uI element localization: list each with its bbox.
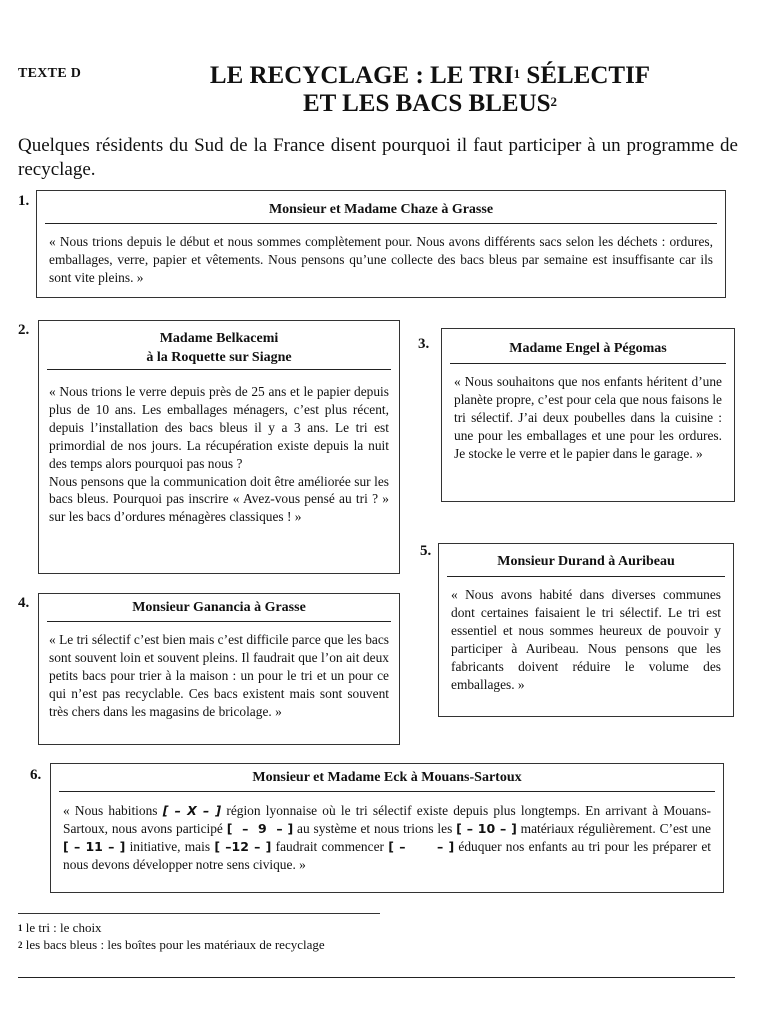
testimony-name: Monsieur Durand à Auribeau: [497, 554, 675, 569]
title-part-2: SÉLECTIF: [520, 62, 651, 89]
title-footnote-mark-1: 1: [513, 66, 521, 81]
text-segment: éduquer nos enfants au tri pour les préparer et nous devons développer notre sens civique. »: [63, 839, 712, 872]
text-segment: région lyonnaise où le tri sélectif existe depuis plus longtemps. En arrivant à Mouans-Sartoux, nous avons participé: [63, 803, 711, 836]
testimony-number-6: 6.: [30, 767, 42, 783]
footnote-text: les bacs bleus : les boîtes pour les matériaux de recyclage: [22, 937, 325, 952]
testimony-box-6: [50, 763, 724, 893]
intro-paragraph: Quelques résidents du Sud de la France disent pourquoi il faut participer à un programme de recyclage.: [18, 135, 738, 180]
footnote-1: [18, 920, 102, 936]
blank-12: [ –12 – ]: [214, 839, 272, 854]
gap-fill-text: [63, 802, 711, 874]
title-part-3: ET LES BACS BLEUS: [302, 90, 551, 117]
text-segment: « Nous habitions: [63, 803, 163, 818]
text-segment: initiative, mais: [125, 839, 215, 854]
testimony-name-line-1: Madame Belkacemi: [159, 331, 279, 346]
testimony-text-part-2: Nous pensons que la communication doit être améliorée sur les bacs bleus. Pourquoi pas inscrire « Avez-vous pensé au tri ? » sur les bacs d’ordures ménagères classiques ! »: [49, 473, 389, 525]
testimony-name: Monsieur et Madame Eck à Mouans-Sartoux: [252, 770, 522, 785]
blank-x: [ – X – ]: [162, 803, 222, 818]
page-title-line-2: [130, 90, 730, 118]
testimony-name: Monsieur Ganancia à Grasse: [132, 600, 306, 615]
testimony-divider: [59, 791, 715, 792]
testimony-name: Madame Engel à Pégomas: [509, 341, 667, 356]
testimony-text: « Le tri sélectif c’est bien mais c’est difficile parce que les bacs sont souvent loin et souvent pleins. Il faudrait que l’on ait deux petits bacs pour trier à la maison : un pour le tri et un pour ce qui n’est pas recyclable. Ces bacs existent mais sont souvent très chers dans les magasins de bricolage. »: [49, 632, 389, 719]
testimony-text-part-1: « Nous trions le verre depuis près de 25 ans et le papier depuis plus de 10 ans. Les emballages ménagers, c’est plus récent, depuis l’installation des bacs bleus il y a 3 ans. Le tri est primordial de nos jours. La récupération existe depuis la nuit des temps alors pourquoi pas nous ?: [49, 384, 389, 471]
testimony-box-5: [438, 543, 734, 717]
testimony-number-5: 5.: [420, 543, 432, 559]
testimony-divider: [47, 369, 391, 370]
blank-10: [ – 10 – ]: [456, 821, 517, 836]
footnote-divider: [18, 913, 380, 914]
testimony-text: « Nous trions depuis le début et nous sommes complètement pour. Nous avons différents sacs selon les déchets : ordures, emballages, verre, papier et vêtements. Nous pensons qu’une collecte des bacs bleus par semaine est insuffisante car ils sont vite pleins. »: [49, 234, 713, 285]
text-segment: faudrait commencer: [271, 839, 389, 854]
testimony-divider: [45, 223, 717, 224]
testimony-divider: [447, 576, 725, 577]
testimony-text: « Nous avons habité dans diverses communes dont certaines faisaient le tri sélectif. Le tri est essentiel et nous sommes heureux de pouvoir y participer à Auribeau. Nous pensons que les fabricants doivent réduire le volume des emballages. »: [451, 587, 721, 692]
footnote-2: [18, 937, 325, 953]
testimony-box-1: [36, 190, 726, 298]
testimony-number-3: 3.: [418, 336, 430, 352]
testimony-name-line-2: à la Roquette sur Siagne: [146, 350, 292, 365]
testimony-name: Monsieur et Madame Chaze à Grasse: [268, 202, 494, 217]
blank-13: [ – – ]: [388, 839, 455, 854]
testimony-divider: [450, 363, 726, 364]
title-footnote-mark-2: 2: [550, 94, 558, 109]
testimony-divider: [47, 621, 391, 622]
testimony-number-1: 1.: [18, 193, 30, 209]
title-part-1: LE RECYCLAGE : LE TRI: [209, 62, 514, 89]
page-title-line-1: [130, 62, 730, 90]
testimony-name: [47, 329, 391, 367]
text-segment: au système et nous trions les: [293, 821, 457, 836]
blank-9: [ – 9 – ]: [226, 821, 294, 836]
testimony-box-4: [38, 593, 400, 745]
testimony-box-3: [441, 328, 735, 502]
testimony-number-4: 4.: [18, 595, 30, 611]
testimony-text: « Nous souhaitons que nos enfants héritent d’une planète propre, c’est pour cela que nous faisons le tri sélectif. J’ai deux poubelles dans la cuisine : une pour les emballages et une pour les ordures. Je stocke le verre et le papier dans le garage. »: [454, 374, 722, 461]
testimony-text: [49, 383, 389, 526]
texte-label: TEXTE D: [18, 66, 82, 81]
text-segment: matériaux régulièrement. C’est une: [516, 821, 711, 836]
testimony-number-2: 2.: [18, 322, 30, 338]
footnote-mark: 1: [18, 923, 23, 933]
footnote-mark: 2: [18, 940, 23, 950]
testimony-box-2: [38, 320, 400, 574]
blank-11: [ – 11 – ]: [63, 839, 126, 854]
page-bottom-rule: [18, 977, 735, 978]
footnote-text: le tri : le choix: [22, 920, 102, 935]
